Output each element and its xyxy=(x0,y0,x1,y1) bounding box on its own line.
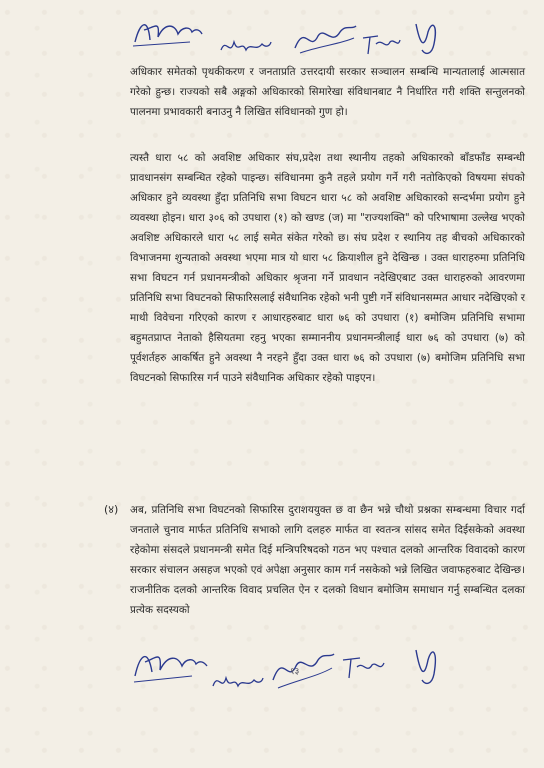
signature-1 xyxy=(130,12,205,52)
top-signatures xyxy=(0,10,544,60)
signature-7 xyxy=(210,666,265,696)
paragraph-1: अधिकार समेतको पृथकीकरण र जनताप्रति उत्तरदायी सरकार सञ्चालन सम्बन्धि मान्यतालाई आत्मसात गरेको हुन्छ। राज्यको सबै अङ्गको अधिकारको सिमारेखा संविधानबाट नै निर्धारित गरी शक्ति सन्तुलनको पालनमा प्रभावकारी बनाउनु नै लिखित संविधानको गुण हो। xyxy=(130,66,525,118)
paragraph-2: त्यस्तै धारा ५८ को अवशिष्ट अधिकार संघ,प्रदेश तथा स्थानीय तहको अधिकारको बाँडफाँड सम्बन्धी प्रावधानसंग सम्बन्धित रहेको पाइन्छ। संविधानमा कुनै तहले प्रयोग गर्ने गरी नतोकिएको विषयमा संघको अधिकार हुने व्यवस्था हुँदा प्रतिनिधि सभा विघटन धारा ५८ को अवशिष्ट अधिकारको सन्दर्भमा प्रयोग हुने व्यवस्था होइन। धारा ३०६ को उपधारा (१) को खण्ड (ज) मा "राज्यशक्ति" को परिभाषामा उल्लेख भएको अवशिष्ट अधिकारले धारा ५८ लाई समेत संकेत गरेको छ। संघ प्रदेश र स्थानिय तह बीचको अधिकारको विभाजनमा शुन्यताको अवस्था भएमा मात्र यो धारा ५८ क्रियाशील हुने देखिन्छ । उक्त धाराहरुमा प्रतिनिधि सभा विघटन गर्न प्रधानमन्त्रीको अधिकार श्रृजना गर्ने प्रावधान नदेखिएबाट उक्त धाराहरुको आवरणमा प्रतिनिधि सभा विघटनको सिफारिसलाई संवैधानिक रहेको भनी पुष्टी गर्ने संविधानसम्मत आधार नदेखिएको र माथी विवेचना गरिएको कारण र आधारहरुबाट धारा ७६ को उपधारा (१) बमोजिम प्रतिनिधि सभामा बहुमतप्राप्त नेताको हैसियतमा रहनु भएका सम्माननीय प्रधानमन्त्रीलाई धारा ७६ को उपधारा (७) को पूर्वशर्तहरु आकर्षित हुने अवस्था नै नरहने हुँदा उक्त धारा ७६ को उपधारा (७) बमोजिम प्रतिनिधि सभा विघटनको सिफारिस गर्न पाउने संवैधानिक अधिकार रहेको पाइएन। xyxy=(130,152,525,384)
signature-2 xyxy=(218,32,273,60)
signature-9 xyxy=(338,652,388,684)
signature-10 xyxy=(408,640,448,690)
paragraph-3: अब, प्रतिनिधि सभा विघटनको सिफारिस दुराशययुक्त छ वा छैन भन्ने चौथो प्रश्नका सम्बन्धमा विचार गर्दा जनताले चुनाव मार्फत प्रतिनिधि सभाको लागि दलहरु मार्फत वा स्वतन्त्र सांसद समेत दिईसकेको अवस्था रहेकोमा संसदले प्रधानमन्त्री समेत दिई मन्त्रिपरिषदको गठन भए पश्चात दलको आन्तरिक विवादको कारण सरकार संचालन असहज भएको एवं अपेक्षा अनुसार काम गर्न नसकेको भन्ने लिखित जवाफहरुबाट देखिन्छ। राजनीतिक दलको आन्तरिक विवाद प्रचलित ऐन र दलको विधान बमोजिम समाधान गर्नु सम्बन्धित दलका प्रत्येक सदस्यको xyxy=(130,504,525,616)
item-marker: (४) xyxy=(104,503,119,516)
signature-6 xyxy=(130,642,210,687)
page-number: १३ xyxy=(290,667,300,677)
signature-3 xyxy=(290,18,360,58)
signature-8 xyxy=(268,644,338,694)
bottom-signatures xyxy=(0,640,544,710)
signature-4 xyxy=(358,30,403,60)
signature-5 xyxy=(408,14,448,58)
